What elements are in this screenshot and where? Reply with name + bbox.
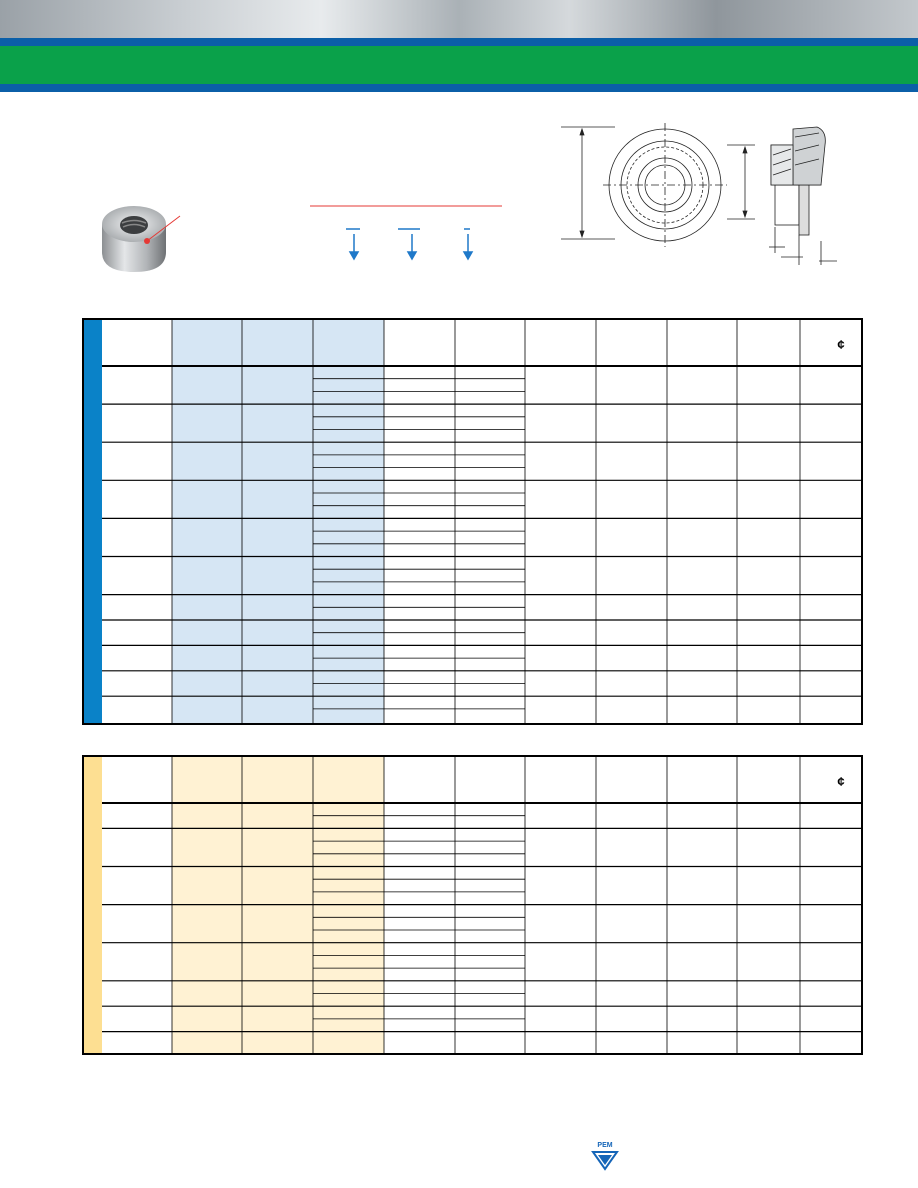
pem-logo <box>590 1141 620 1171</box>
table-side-band <box>84 320 102 723</box>
technical-drawing <box>555 115 855 275</box>
table-1-grid <box>84 320 861 723</box>
specification-table-1 <box>82 318 863 725</box>
header-blue-stripe-bottom <box>0 84 918 92</box>
product-photo <box>96 196 186 276</box>
price-cents-symbol: ¢ <box>837 337 845 352</box>
header-metal-band <box>0 0 918 38</box>
table-2-grid <box>84 757 861 1053</box>
header-green-band <box>0 46 918 84</box>
specification-table-2 <box>82 755 863 1055</box>
header-blue-stripe-top <box>0 38 918 46</box>
pem-logo-text: PEM <box>597 1142 613 1149</box>
price-cents-symbol: ¢ <box>837 774 845 789</box>
part-number-diagram <box>300 196 510 266</box>
table-side-band <box>84 757 102 1053</box>
table-shaded-columns <box>172 320 384 723</box>
